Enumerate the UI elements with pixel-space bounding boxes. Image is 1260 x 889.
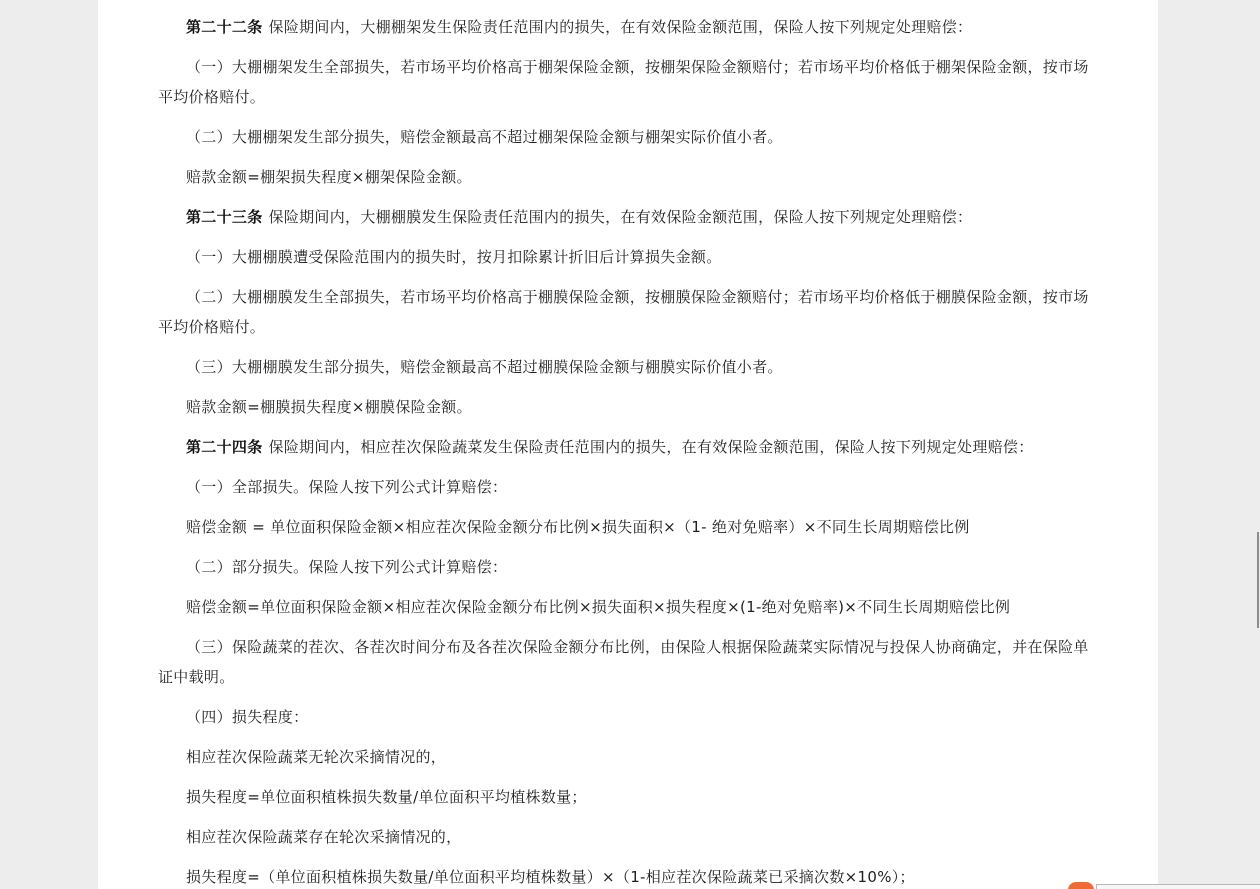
article-heading: 第二十四条 xyxy=(186,438,263,456)
paragraph xyxy=(158,592,1100,622)
paragraph xyxy=(158,12,1100,42)
paragraph xyxy=(158,392,1100,422)
paragraph-text: （二）部分损失。保险人按下列公式计算赔偿： xyxy=(186,558,508,576)
paragraph-text: （一）大棚棚架发生全部损失，若市场平均价格高于棚架保险金额，按棚架保险金额赔付；若市场平均价格低于棚架保险金额，按市场平均价格赔付。 xyxy=(158,58,1089,106)
paragraph xyxy=(158,352,1100,382)
corner-toolbar[interactable] xyxy=(1096,884,1260,889)
paragraph xyxy=(158,862,1100,889)
paragraph-text: 相应茬次保险蔬菜无轮次采摘情况的， xyxy=(186,748,447,766)
paragraph-text: 保险期间内，相应茬次保险蔬菜发生保险责任范围内的损失，在有效保险金额范围，保险人按下列规定处理赔偿： xyxy=(268,438,1034,456)
paragraph-gap xyxy=(158,812,1100,822)
paragraph xyxy=(158,432,1100,462)
paragraph-text: 损失程度=单位面积植株损失数量/单位面积平均植株数量； xyxy=(186,788,587,806)
paragraph-text: （四）损失程度： xyxy=(186,708,309,726)
logo-icon xyxy=(1068,882,1094,889)
paragraph-gap xyxy=(158,422,1100,432)
paragraph-text: 相应茬次保险蔬菜存在轮次采摘情况的， xyxy=(186,828,462,846)
paragraph-gap xyxy=(158,542,1100,552)
paragraph-gap xyxy=(158,462,1100,472)
paragraph-gap xyxy=(158,232,1100,242)
paragraph xyxy=(158,162,1100,192)
scrollbar-thumb[interactable] xyxy=(1257,532,1259,628)
paragraph-text: （二）大棚棚架发生部分损失，赔偿金额最高不超过棚架保险金额与棚架实际价值小者。 xyxy=(186,128,783,146)
paragraph-gap xyxy=(158,42,1100,52)
paragraph-gap xyxy=(158,152,1100,162)
paragraph-gap xyxy=(158,272,1100,282)
paragraph xyxy=(158,552,1100,582)
paragraph xyxy=(158,632,1100,692)
paragraph-gap xyxy=(158,192,1100,202)
paragraph xyxy=(158,52,1100,112)
paragraph-text: （一）大棚棚膜遭受保险范围内的损失时，按月扣除累计折旧后计算损失金额。 xyxy=(186,248,722,266)
paragraph xyxy=(158,242,1100,272)
paragraph-text: （二）大棚棚膜发生全部损失，若市场平均价格高于棚膜保险金额，按棚膜保险金额赔付；若市场平均价格低于棚膜保险金额，按市场平均价格赔付。 xyxy=(158,288,1089,336)
document-page xyxy=(98,0,1158,889)
paragraph-gap xyxy=(158,502,1100,512)
paragraph xyxy=(158,742,1100,772)
paragraph-gap xyxy=(158,622,1100,632)
paragraph-text: 赔款金额=棚架损失程度×棚架保险金额。 xyxy=(186,168,472,186)
paragraph-gap xyxy=(158,692,1100,702)
article-heading: 第二十三条 xyxy=(186,208,263,226)
paragraph-gap xyxy=(158,342,1100,352)
corner-widget[interactable] xyxy=(1068,879,1260,889)
paragraph-text: 损失程度=（单位面积植株损失数量/单位面积平均植株数量）×（1-相应茬次保险蔬菜已采摘次数×10%）； xyxy=(186,868,915,886)
paragraph-gap xyxy=(158,852,1100,862)
paragraph-gap xyxy=(158,112,1100,122)
paragraph xyxy=(158,202,1100,232)
article-heading: 第二十二条 xyxy=(186,18,263,36)
paragraph xyxy=(158,822,1100,852)
paragraph-gap xyxy=(158,382,1100,392)
paragraph xyxy=(158,282,1100,342)
paragraph-text: 赔偿金额=单位面积保险金额×相应茬次保险金额分布比例×损失面积×损失程度×(1-绝对免赔率)×不同生长周期赔偿比例 xyxy=(186,598,1011,616)
paragraph-gap xyxy=(158,582,1100,592)
document-body xyxy=(158,12,1100,889)
paragraph-text: 赔偿金额 = 单位面积保险金额×相应茬次保险金额分布比例×损失面积×（1- 绝对免赔率）×不同生长周期赔偿比例 xyxy=(186,518,970,536)
paragraph-text: 保险期间内，大棚棚架发生保险责任范围内的损失，在有效保险金额范围，保险人按下列规定处理赔偿： xyxy=(268,18,973,36)
paragraph xyxy=(158,702,1100,732)
paragraph-text: （一）全部损失。保险人按下列公式计算赔偿： xyxy=(186,478,508,496)
paragraph-text: 赔款金额=棚膜损失程度×棚膜保险金额。 xyxy=(186,398,472,416)
paragraph xyxy=(158,472,1100,502)
paragraph xyxy=(158,782,1100,812)
paragraph xyxy=(158,512,1100,542)
paragraph-gap xyxy=(158,732,1100,742)
paragraph xyxy=(158,122,1100,152)
paragraph-text: 保险期间内，大棚棚膜发生保险责任范围内的损失，在有效保险金额范围，保险人按下列规定处理赔偿： xyxy=(268,208,973,226)
paragraph-text: （三）保险蔬菜的茬次、各茬次时间分布及各茬次保险金额分布比例，由保险人根据保险蔬菜实际情况与投保人协商确定，并在保险单证中载明。 xyxy=(158,638,1089,686)
paragraph-text: （三）大棚棚膜发生部分损失，赔偿金额最高不超过棚膜保险金额与棚膜实际价值小者。 xyxy=(186,358,783,376)
paragraph-gap xyxy=(158,772,1100,782)
